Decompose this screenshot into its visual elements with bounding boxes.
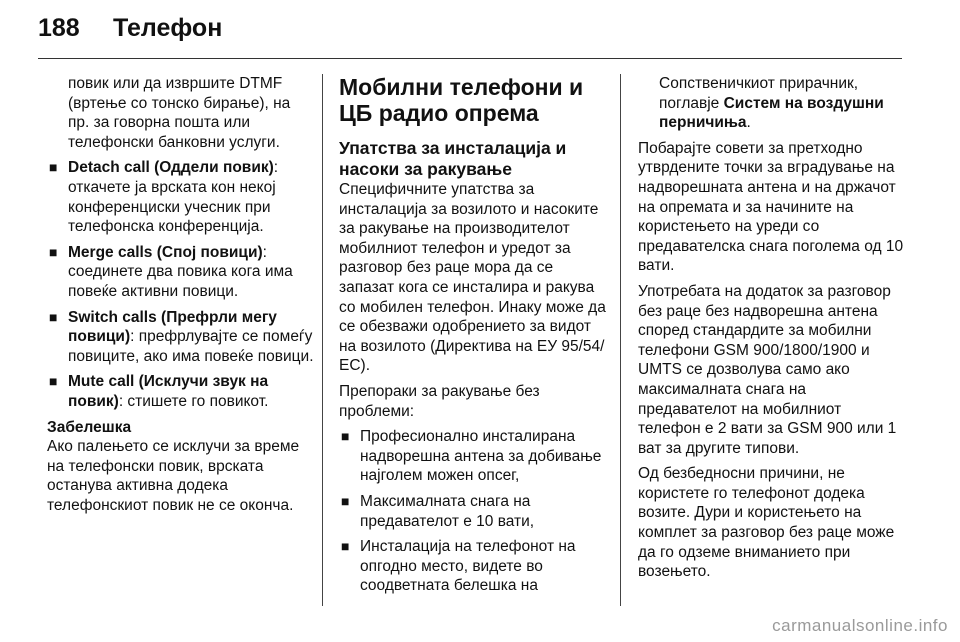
column-right	[638, 74, 906, 588]
paragraph: Побарајте совети за претходно утврдените точки за вградување на надворешната антена и на држачот на опремата и за начините на користењето на уреди со предавателска снага поголема од 10 вати.	[638, 139, 904, 275]
list-item	[47, 372, 315, 411]
chapter-title: Телефон	[113, 14, 223, 42]
watermark: carmanualsonline.info	[772, 616, 948, 635]
column-divider-2	[620, 74, 621, 606]
list-item-text: Инсталација на телефонот на опгодно место, видете во соодветната белешка на	[360, 538, 576, 595]
bullet-square-icon: ■	[49, 159, 58, 176]
menu-term-description: : стишете го повикот.	[118, 392, 269, 410]
page-header	[0, 0, 960, 62]
list-item	[47, 243, 315, 302]
continued-text-plain: Сопственичкиот прирачник, поглавје	[659, 75, 859, 112]
intro-text: повик или да извршите DTMF (вртење со тонско бирање), на пр. за говорна пошта или телефонски банковни услуги.	[68, 75, 291, 151]
list-item-text: Професионално инсталирана надворешна антена за добивање најголем можен опсег,	[360, 428, 602, 485]
bullet-square-icon: ■	[49, 373, 58, 390]
list-item	[47, 308, 315, 367]
bullet-square-icon: ■	[341, 492, 350, 509]
cross-reference: Систем на воздушни перничиња	[659, 94, 884, 132]
note-title: Забелешка	[47, 418, 132, 436]
header-divider	[38, 58, 902, 59]
paragraph: Употребата на додаток за разговор без раце без надворешна антена според стандардите за мобилни телефони GSM 900/1800/1900 и UMTS се дозволува само ако максималната снага на предавателот на мобилниот телефон е 2 вати за GSM 900 или 1 ват за другите типови.	[638, 282, 897, 457]
bullet-square-icon: ■	[341, 428, 350, 445]
list-item	[339, 537, 607, 596]
page-number: 188	[38, 14, 80, 42]
bullet-square-icon: ■	[49, 243, 58, 260]
paragraph: Од безбедносни причини, не користете го телефонот додека возите. Дури и користењето на комплет за разговор без раце може да го одземе вниманието при возењето.	[638, 465, 895, 581]
section-subheading: Упатства за инсталација и насоки за ракување	[339, 138, 567, 179]
menu-term: Mute call (Исклучи звук на повик)	[68, 373, 269, 410]
menu-term: Merge calls (Спој повици)	[68, 243, 263, 261]
menu-term-description: : откачете ја врската кон некој конференциски учесник при телефонска конференција.	[68, 159, 279, 236]
bullet-square-icon: ■	[49, 308, 58, 325]
column-left	[47, 74, 315, 521]
paragraph: Специфичните упатства за инсталација за возилото и насоките за ракување на производителот мобилниот телефон и уредот за разговор без раце мора да се запазат кога се инсталира и ракува со мобилен телефон. Инаку може да се обезважи одобрението за видот на возилото (Директива на ЕУ 95/54/ ЕС).	[339, 181, 606, 375]
menu-term-description: : префрлувајте се помеѓу повиците, ако има повеќе повици.	[68, 328, 314, 365]
list-item	[47, 158, 315, 236]
section-heading: Мобилни телефони и ЦБ радио опрема	[339, 74, 584, 126]
column-middle	[339, 74, 607, 602]
column-divider-1	[322, 74, 323, 606]
menu-term: Detach call (Оддели повик)	[68, 159, 274, 177]
list-item	[339, 427, 607, 486]
list-item	[339, 492, 607, 531]
bullet-square-icon: ■	[341, 538, 350, 555]
list-item-text: Максималната снага на предавателот е 10 вати,	[360, 492, 535, 530]
continued-text	[638, 74, 906, 133]
continued-text-end: .	[746, 114, 751, 132]
note-body: Ако палењето се исклучи за време на телефонски повик, врската останува активна додека телефонскиот повик не се оконча.	[47, 438, 300, 514]
menu-term: Switch calls (Префрли мегу повици)	[68, 308, 277, 346]
paragraph: Препораки за ракување без проблеми:	[339, 382, 540, 420]
menu-term-description: : соединете два повика кога има повеќе активни повици.	[68, 243, 293, 300]
